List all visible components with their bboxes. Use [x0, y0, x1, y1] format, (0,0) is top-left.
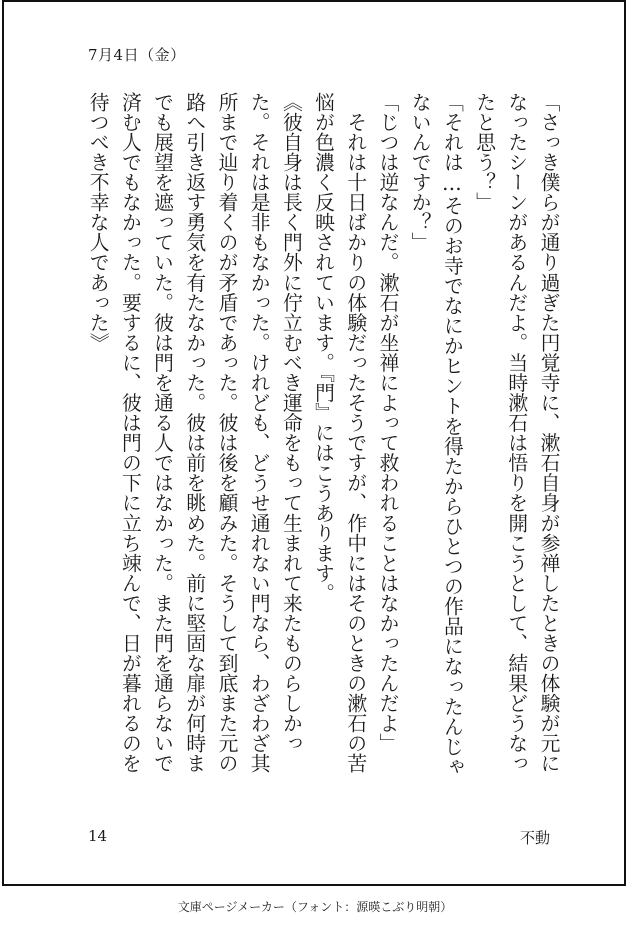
- page-number: 14: [88, 827, 108, 845]
- vertical-body-text: [80, 92, 564, 792]
- book-page: [2, 0, 626, 886]
- quote-paragraph: 《彼自身は長く門外に佇立むべき運命をもって生まれて来たものらしかった。それは是非もなかった。けれども、どうせ通れない門なら、わざわざ其所まで辿り着くのが矛盾であった。彼は後を顧みた。そうして到底また元の路へ引き返す勇気を有たなかった。彼は前を眺めた。前に堅固な扉が何時までも展望を遮っていた。彼は門を通る人ではなかった。また門を通らないで済む人でもなかった。要するに、彼は門の下に立ち竦んで、日が暮れるのを待つべき不幸な人であった》: [86, 92, 303, 774]
- paragraph-2: 「それは…そのお寺でなにかヒントを得たからひとつの作品になったんじゃないんですか？」: [408, 92, 464, 777]
- page-header-date: 7月4日（金）: [88, 46, 186, 64]
- generator-credit: 文庫ページメーカー（フォント：源暎こぶり明朝）: [177, 900, 453, 914]
- paragraph-4: それは十日ばかりの体験だったそうですが、作中にはそのときの漱石の苦悩が色濃く反映されています。『門』にはこうあります。: [311, 92, 367, 774]
- paragraph-3: 「じつは逆なんだ。漱石が坐禅によって救われることはなかったんだよ」: [375, 92, 399, 754]
- running-title: 不動: [520, 829, 551, 847]
- paragraph-1: 「さっき僕らが通り過ぎた円覚寺に、漱石自身が参禅したときの体験が元になったシーンがあるんだよ。当時漱石は悟りを開こうとして、結果どうなったと思う？」: [472, 92, 560, 774]
